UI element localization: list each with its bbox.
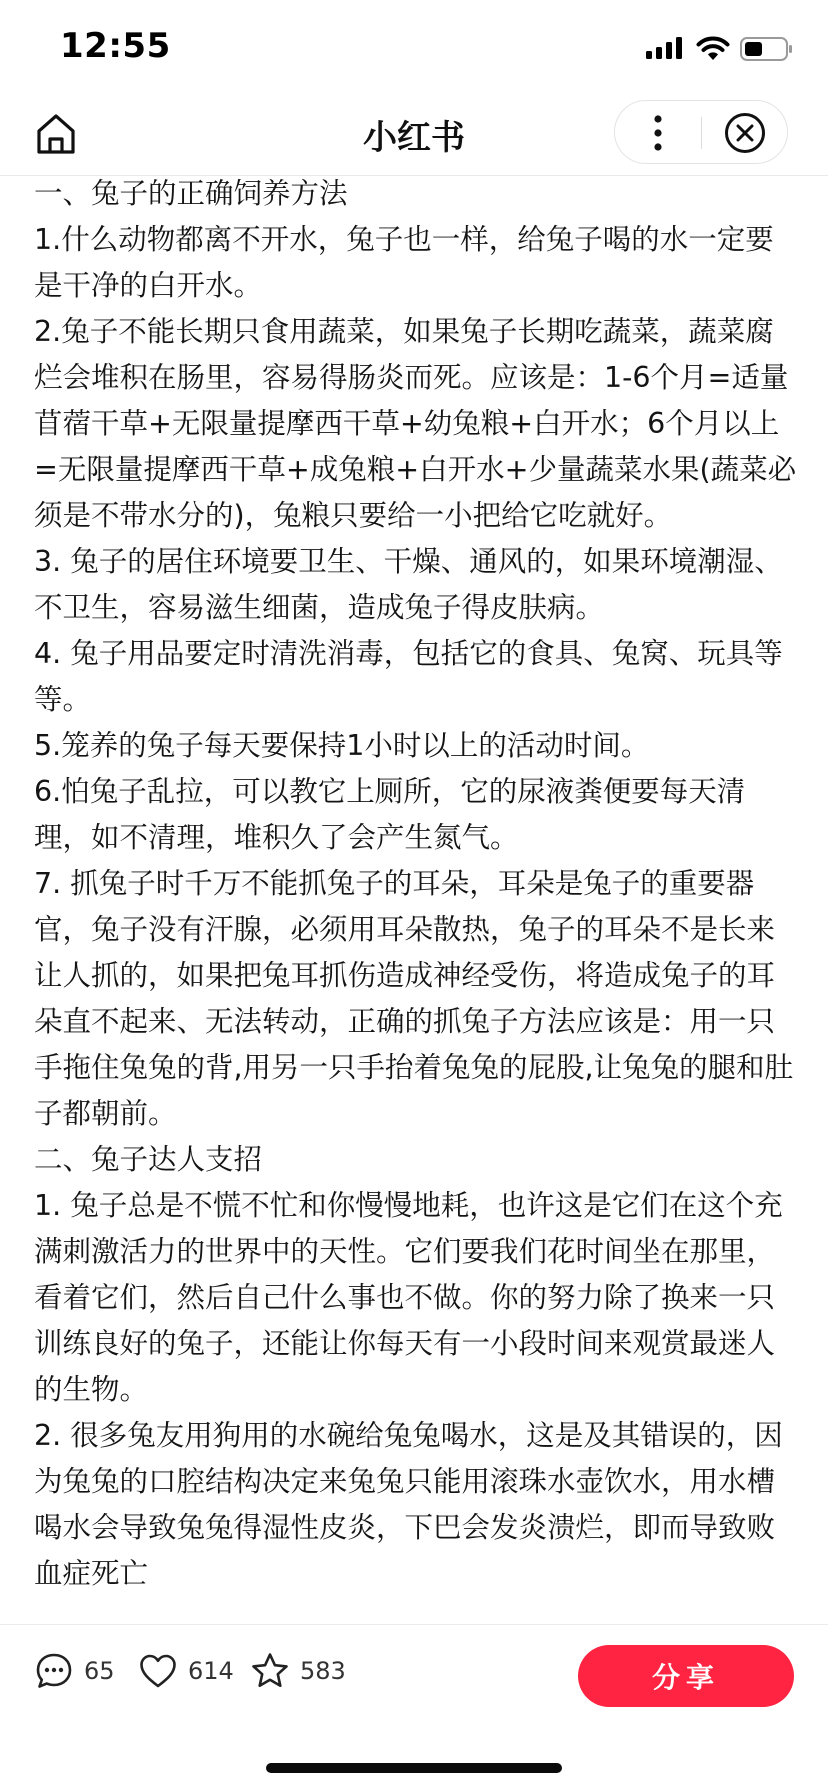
article-paragraph: 6.怕兔子乱拉，可以教它上厕所，它的尿液粪便要每天清理，如不清理，堆积久了会产生氮气。: [34, 775, 746, 854]
close-button[interactable]: [702, 101, 788, 165]
share-button[interactable]: 分享: [578, 1645, 794, 1707]
article-paragraph: 3. 兔子的居住环境要卫生、干燥、通风的，如果环境潮湿、不卫生，容易滋生细菌，造成兔子得皮肤病。: [34, 545, 783, 624]
home-indicator: [266, 1763, 562, 1773]
collect-button[interactable]: [250, 1651, 346, 1691]
article-paragraph: 4. 兔子用品要定时清洗消毒，包括它的食具、兔窝、玩具等等。: [34, 637, 783, 716]
action-bar: [0, 1624, 828, 1724]
comment-icon: [34, 1651, 74, 1691]
heart-icon: [138, 1651, 178, 1691]
article-paragraph: 1.什么动物都离不开水，兔子也一样，给兔子喝的水一定要是干净的白开水。: [34, 223, 774, 302]
nav-bar: [0, 96, 828, 176]
close-circle-icon: [724, 112, 766, 154]
article-paragraph: 7. 抓兔子时千万不能抓兔子的耳朵，耳朵是兔子的重要器官，兔子没有汗腺，必须用耳朵散热，兔子的耳朵不是长来让人抓的，如果把兔耳抓伤造成神经受伤，将造成兔子的耳朵直不起来、无法转动，正确的抓兔子方法应该是：用一只手拖住兔兔的背,用另一只手抬着兔兔的屁股,让兔兔的腿和肚子都朝前。: [34, 867, 794, 1130]
like-button[interactable]: [138, 1651, 234, 1691]
wifi-icon: [696, 36, 730, 62]
page-title: 小红书: [363, 118, 465, 158]
status-time: 12:55: [60, 26, 171, 66]
article-body: [0, 176, 828, 1624]
comment-count: 65: [84, 1657, 115, 1685]
more-button[interactable]: [615, 101, 701, 165]
battery-icon: [740, 36, 794, 62]
article-paragraph: 2. 很多兔友用狗用的水碗给兔兔喝水，这是及其错误的，因为兔兔的口腔结构决定来兔兔只能用滚珠水壶饮水，用水槽喝水会导致兔兔得湿性皮炎，下巴会发炎溃烂，即而导致败血症死亡: [34, 1419, 783, 1590]
article-heading: 一、兔子的正确饲养方法: [34, 177, 348, 210]
article-paragraph: 2.兔子不能长期只食用蔬菜，如果兔子长期吃蔬菜，蔬菜腐烂会堆积在肠里，容易得肠炎而死。应该是：1-6个月=适量苜蓿干草+无限量提摩西干草+幼兔粮+白开水；6个月以上=无限量提摩西干草+成兔粮+白开水+少量蔬菜水果(蔬菜必须是不带水分的)，兔粮只要给一小把给它吃就好。: [34, 315, 797, 532]
mini-program-capsule: [614, 100, 788, 164]
like-count: 614: [188, 1657, 234, 1685]
article-paragraph: 5.笼养的兔子每天要保持1小时以上的活动时间。: [34, 729, 650, 762]
status-icons: [646, 36, 794, 62]
more-vertical-icon: [653, 115, 663, 151]
comment-button[interactable]: [34, 1651, 115, 1691]
article-paragraph: 1. 兔子总是不慌不忙和你慢慢地耗，也许这是它们在这个充满刺激活力的世界中的天性。它们要我们花时间坐在那里，看着它们，然后自己什么事也不做。你的努力除了换来一只训练良好的兔子，还能让你每天有一小段时间来观赏最迷人的生物。: [34, 1189, 783, 1406]
status-bar: [0, 0, 828, 96]
star-icon: [250, 1651, 290, 1691]
cellular-signal-icon: [646, 36, 686, 62]
article-heading: 二、兔子达人支招: [34, 1143, 263, 1176]
collect-count: 583: [300, 1657, 346, 1685]
